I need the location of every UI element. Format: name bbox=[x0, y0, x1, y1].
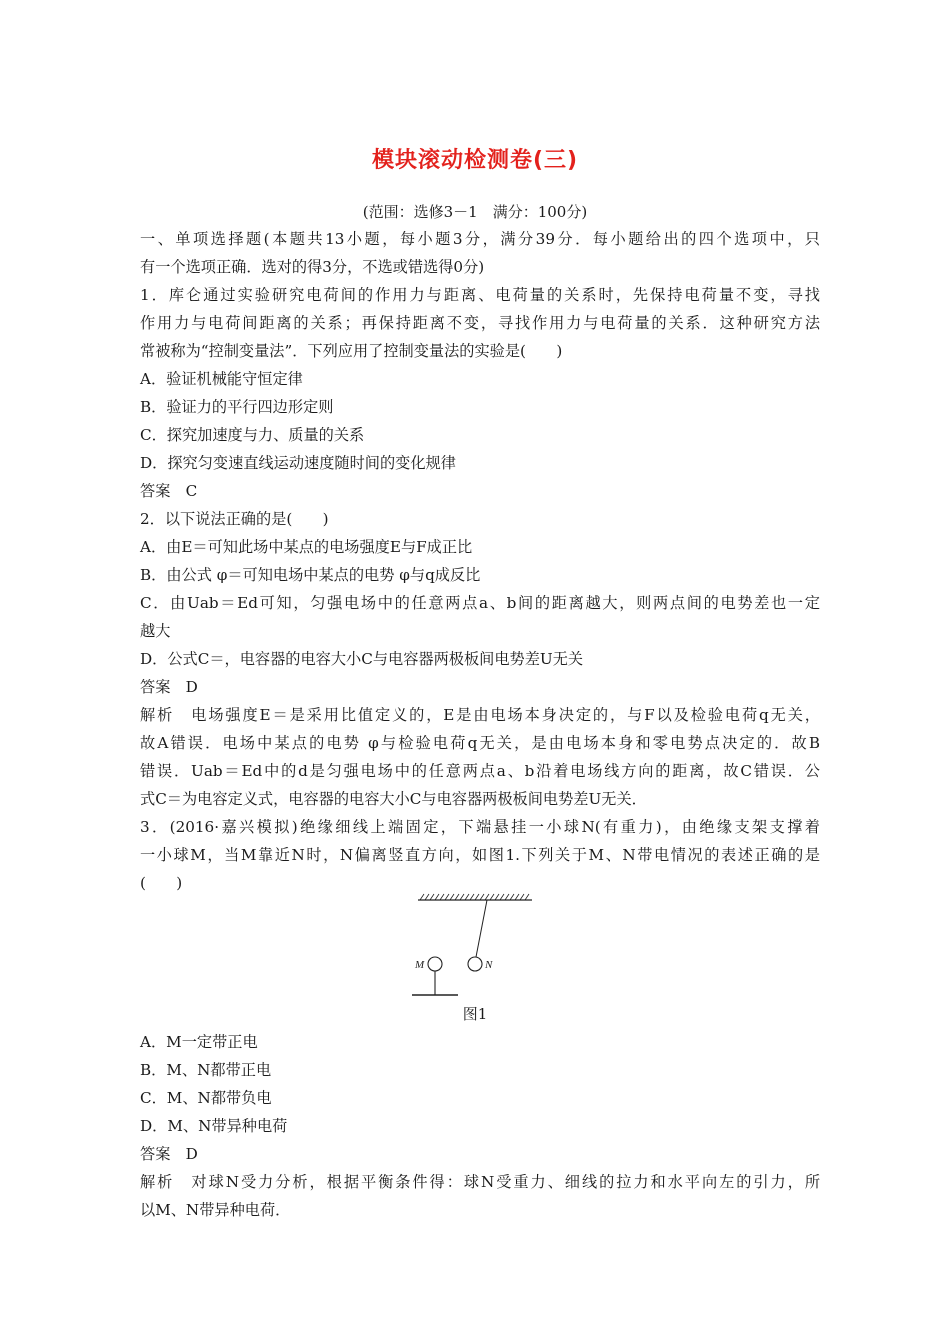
question-2-option-b: B．由公式 φ＝可知电场中某点的电势 φ与q成反比 bbox=[140, 566, 481, 584]
question-2-option-c-cont: 越大 bbox=[140, 622, 171, 640]
question-2-option-c: C．由Uab＝Ed可知，匀强电场中的任意两点a、b间的距离越大，则两点间的电势差也一定 bbox=[140, 594, 820, 612]
question-1-answer: 答案 C bbox=[140, 482, 198, 500]
question-3-option-a: A．M一定带正电 bbox=[140, 1033, 258, 1051]
question-2-stem: 2．以下说法正确的是( ) bbox=[140, 510, 329, 528]
question-1-stem: 作用力与电荷间距离的关系；再保持距离不变，寻找作用力与电荷量的关系．这种研究方法 bbox=[140, 314, 820, 332]
question-2-analysis: 故A错误．电场中某点的电势 φ与检验电荷q无关，是由电场本身和零电势点决定的．故B bbox=[140, 734, 820, 752]
question-3-answer: 答案 D bbox=[140, 1145, 198, 1163]
section-heading: 一、单项选择题(本题共13小题，每小题3分，满分39分．每小题给出的四个选项中，只 bbox=[140, 230, 820, 248]
question-3-stem: ( ) bbox=[140, 874, 183, 892]
question-2-option-a: A．由E＝可知此场中某点的电场强度E与F成正比 bbox=[140, 538, 473, 556]
question-3-stem: 一小球M，当M靠近N时，N偏离竖直方向，如图1.下列关于M、N带电情况的表述正确的是 bbox=[140, 846, 820, 864]
page-subtitle: (范围：选修3－1 满分：100分) bbox=[362, 203, 588, 221]
question-3-option-d: D．M、N带异种电荷 bbox=[140, 1117, 288, 1135]
suspension-thread bbox=[476, 900, 487, 957]
question-3-option-c: C．M、N都带负电 bbox=[140, 1089, 272, 1107]
question-3-analysis: 以M、N带异种电荷． bbox=[140, 1201, 291, 1219]
section-heading-cont: 有一个选项正确．选对的得3分，不选或错选得0分) bbox=[140, 258, 485, 276]
question-3-stem: 3．(2016·嘉兴模拟)绝缘细线上端固定，下端悬挂一小球N(有重力)，由绝缘支架支撑着 bbox=[140, 818, 820, 836]
question-2-analysis: 式C＝为电容定义式，电容器的电容大小C与电容器两极板间电势差U无关． bbox=[140, 790, 647, 808]
label-n: N bbox=[485, 959, 493, 971]
question-1-stem: 常被称为“控制变量法”．下列应用了控制变量法的实验是( ) bbox=[140, 342, 563, 360]
question-2-analysis: 错误．Uab＝Ed中的d是匀强电场中的任意两点a、b沿着电场线方向的距离，故C错误．公 bbox=[140, 762, 820, 780]
question-3-analysis: 解析 对球N受力分析，根据平衡条件得：球N受重力、细线的拉力和水平向左的引力，所 bbox=[140, 1173, 820, 1191]
ceiling-hatching bbox=[420, 894, 529, 900]
question-2-answer: 答案 D bbox=[140, 678, 198, 696]
ball-n bbox=[468, 957, 482, 971]
page-title: 模块滚动检测卷(三) bbox=[371, 148, 579, 173]
question-1-option-b: B．验证力的平行四边形定则 bbox=[140, 398, 334, 416]
question-1-stem: 1．库仑通过实验研究电荷间的作用力与距离、电荷量的关系时，先保持电荷量不变，寻找 bbox=[140, 286, 820, 304]
question-1-option-a: A．验证机械能守恒定律 bbox=[140, 370, 303, 388]
label-m: M bbox=[415, 959, 425, 971]
question-3-option-b: B．M、N都带正电 bbox=[140, 1061, 272, 1079]
question-2-analysis: 解析 电场强度E＝是采用比值定义的，E是由电场本身决定的，与F以及检验电荷q无关， bbox=[140, 706, 820, 724]
question-2-option-d: D．公式C＝，电容器的电容大小C与电容器两极板间电势差U无关 bbox=[140, 650, 584, 668]
figure-1-caption: 图1 bbox=[462, 1005, 488, 1023]
question-1-option-c: C．探究加速度与力、质量的关系 bbox=[140, 426, 365, 444]
ball-m bbox=[428, 957, 442, 971]
question-1-option-d: D．探究匀变速直线运动速度随时间的变化规律 bbox=[140, 454, 456, 472]
